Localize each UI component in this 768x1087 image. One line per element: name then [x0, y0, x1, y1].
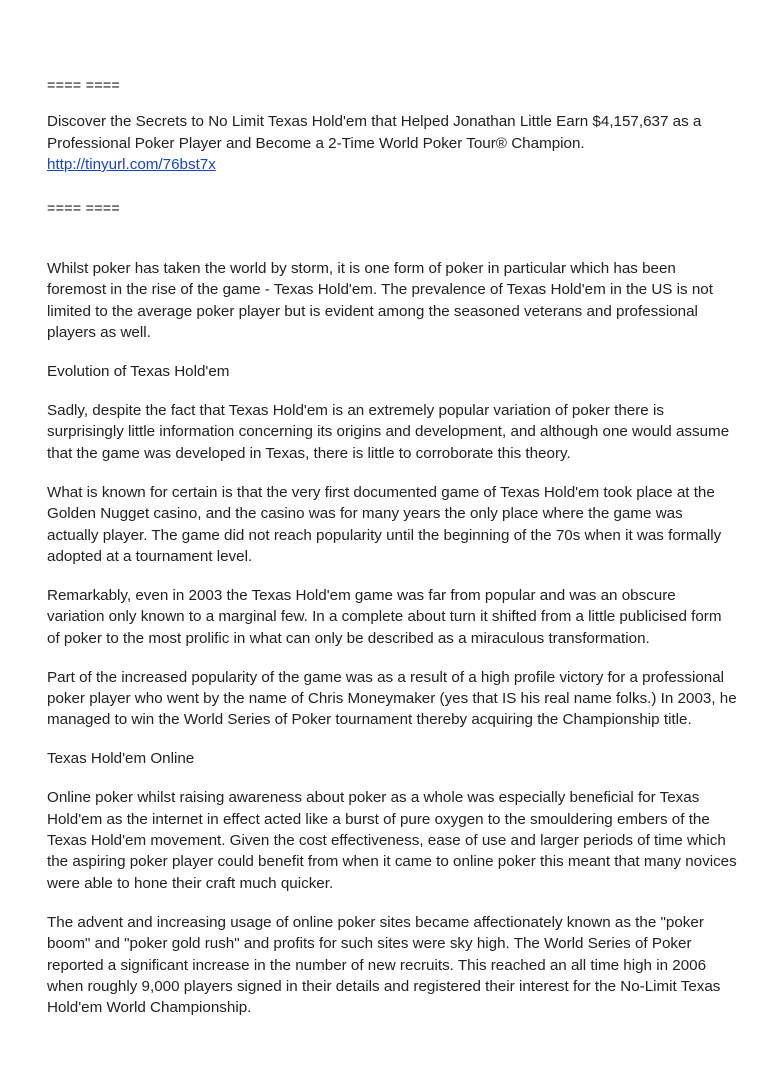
paragraph-origins: Sadly, despite the fact that Texas Hold'em is an extremely popular variation of poker there is surprisingly little information concerning its origins and development, and although one would assume that the game was developed in Texas, there is little to corroborate this theory.: [47, 402, 730, 462]
paragraph-intro: Whilst poker has taken the world by storm, it is one form of poker in particular which has been foremost in the rise of the game - Texas Hold'em. The prevalence of Texas Hold'em in the US is not limited to the average poker player but is evident among the seasoned veterans and professional players as well.: [47, 260, 713, 342]
paragraph-2003: Remarkably, even in 2003 the Texas Hold'em game was far from popular and was an obscure variation only known to a marginal few. In a complete about turn it shifted from a little publicised form of poker to the most prolific in what can only be described as a miraculous transformation.: [47, 586, 722, 647]
section-heading-evolution: Evolution of Texas Hold'em: [47, 363, 230, 381]
paragraph-online-poker: Online poker whilst raising awareness about poker as a whole was especially beneficial for Texas Hold'em as the internet in effect acted like a burst of pure oxygen to the smouldering embers of the Texas Hold'em movement. Given the cost effectiveness, ease of use and larger periods of time which the aspiring poker player could benefit from when it came to online poker this meant that many novices were able to hone their craft much quicker.: [47, 789, 737, 892]
intro-text: Discover the Secrets to No Limit Texas Hold'em that Helped Jonathan Little Earn $4,157,637 as a Professional Poker Player and Become a 2-Time World Poker Tour® Champion.: [47, 113, 702, 152]
paragraph-golden-nugget: What is known for certain is that the very first documented game of Texas Hold'em took place at the Golden Nugget casino, and the casino was for many years the only place where the game was actually player. The game did not reach popularity until the beginning of the 70s when it was formally adopted at a tournament level.: [47, 483, 722, 565]
article-body: [47, 258, 737, 1036]
section-heading-online: Texas Hold'em Online: [47, 750, 195, 768]
separator-top: ==== ====: [47, 78, 121, 94]
paragraph-poker-boom: The advent and increasing usage of online poker sites became affectionately known as the "poker boom" and "poker gold rush" and profits for such sites were sky high. The World Series of Poker reported a significant increase in the number of new recruits. This reached an all time high in 2006 when roughly 9,000 players signed in their details and registered their interest for the No-Limit Texas Hold'em World Championship.: [47, 913, 721, 1017]
intro-paragraph: [47, 111, 737, 176]
separator-bottom: ==== ====: [47, 201, 121, 217]
promo-link[interactable]: http://tinyurl.com/76bst7x: [47, 156, 216, 173]
paragraph-moneymaker: Part of the increased popularity of the game was as a result of a high profile victory for a professional poker player who went by the name of Chris Moneymaker (yes that IS his real name folks.) In 2003, he managed to win the World Series of Poker tournament thereby acquiring the Championship title.: [47, 668, 737, 729]
